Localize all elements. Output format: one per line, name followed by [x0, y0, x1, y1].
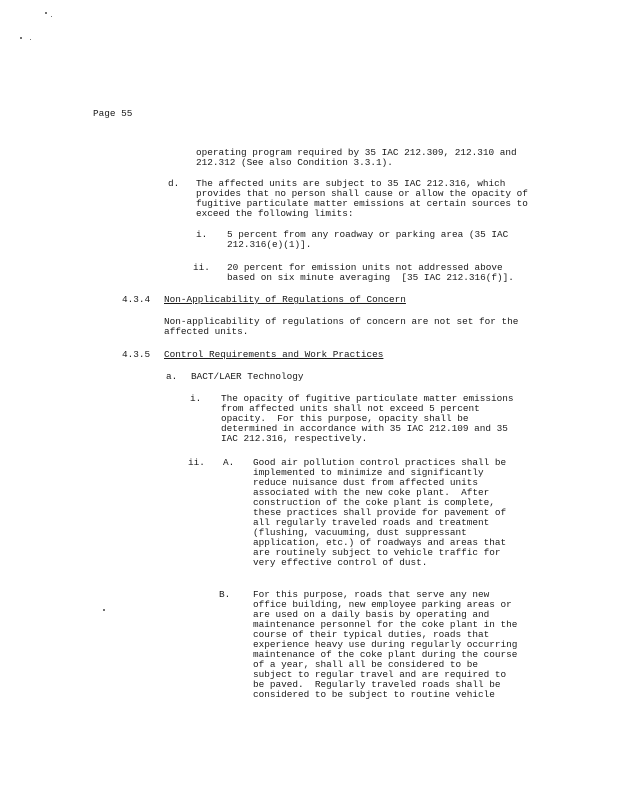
item-d-i-line-2: 212.316(e)(1)].: [227, 239, 312, 250]
item-A-line-7: all regularly traveled roads and treatment: [253, 517, 490, 528]
section-4-3-5-heading: Control Requirements and Work Practices: [164, 349, 384, 360]
section-4-3-5-number: 4.3.5: [122, 349, 151, 360]
item-d-ii-line-2: based on six minute averaging [35 IAC 212.316(f)].: [227, 272, 514, 283]
item-d-i-line-1: 5 percent from any roadway or parking area (35 IAC: [227, 229, 509, 240]
item-B-marker: B.: [219, 589, 231, 600]
item-B-line-8: of a year, shall all be considered to be: [253, 659, 479, 670]
item-a-ii-marker: ii.: [188, 457, 205, 468]
item-B-line-11: considered to be subject to routine vehicle: [253, 689, 495, 700]
item-d-line-4: exceed the following limits:: [196, 208, 354, 219]
item-a-marker: a.: [166, 371, 178, 382]
scan-speck: [45, 12, 47, 14]
item-A-line-2: implemented to minimize and significantly: [253, 467, 484, 478]
section-4-3-4-heading: Non-Applicability of Regulations of Concern: [164, 294, 406, 305]
item-A-line-4: associated with the new coke plant. After: [253, 487, 490, 498]
item-a-i-line-5: IAC 212.316, respectively.: [221, 433, 368, 444]
item-A-line-11: very effective control of dust.: [253, 557, 428, 568]
scan-speck: [51, 16, 52, 17]
item-A-line-6: these practices shall provide for pavement of: [253, 507, 507, 518]
item-d-ii-line-1: 20 percent for emission units not addressed above: [227, 262, 503, 273]
section-4-3-4-line-2: affected units.: [164, 326, 249, 337]
item-B-line-9: subject to regular travel and are required to: [253, 669, 507, 680]
section-4-3-4-number: 4.3.4: [122, 294, 151, 305]
item-A-line-5: construction of the coke plant is complete,: [253, 497, 495, 508]
item-d-ii-marker: ii.: [193, 262, 210, 273]
item-a-i-line-3: opacity. For this purpose, opacity shall be: [221, 413, 469, 424]
item-d-i-marker: i.: [196, 229, 208, 240]
continued-line-1: operating program required by 35 IAC 212.309, 212.310 and: [196, 147, 517, 158]
item-a-i-line-2: from affected units shall not exceed 5 percent: [221, 403, 480, 414]
item-a-title: BACT/LAER Technology: [191, 371, 304, 382]
item-A-line-10: are routinely subject to vehicle traffic for: [253, 547, 501, 558]
continued-line-2: 212.312 (See also Condition 3.3.1).: [196, 157, 393, 168]
item-B-line-6: experience heavy use during regularly occurring: [253, 639, 518, 650]
item-B-line-2: office building, new employee parking areas or: [253, 599, 512, 610]
item-B-line-4: maintenance personnel for the coke plant in the: [253, 619, 518, 630]
scan-speck: [30, 39, 31, 40]
item-A-line-8: (flushing, vacuuming, dust suppressant: [253, 527, 467, 538]
item-A-line-3: reduce nuisance dust from affected units: [253, 477, 479, 488]
item-d-line-2: provides that no person shall cause or allow the opacity of: [196, 188, 528, 199]
item-d-line-1: The affected units are subject to 35 IAC 212.316, which: [196, 178, 506, 189]
item-d-line-3: fugitive particulate matter emissions at certain sources to: [196, 198, 528, 209]
item-a-i-line-4: determined in accordance with 35 IAC 212.109 and 35: [221, 423, 508, 434]
item-A-line-9: application, etc.) of roadways and areas that: [253, 537, 507, 548]
item-B-line-7: maintenance of the coke plant during the course: [253, 649, 518, 660]
item-A-line-1: Good air pollution control practices shall be: [253, 457, 507, 468]
item-a-i-line-1: The opacity of fugitive particulate matter emissions: [221, 393, 514, 404]
item-a-i-marker: i.: [190, 393, 202, 404]
section-4-3-4-line-1: Non-applicability of regulations of concern are not set for the: [164, 316, 519, 327]
page-number: Page 55: [93, 108, 133, 119]
item-B-line-1: For this purpose, roads that serve any new: [253, 589, 490, 600]
item-d-marker: d.: [168, 178, 180, 189]
item-B-line-5: course of their typical duties, roads that: [253, 629, 490, 640]
scan-speck: [20, 37, 22, 39]
scan-speck: [103, 609, 105, 611]
item-B-line-3: are used on a daily basis by operating and: [253, 609, 490, 620]
item-B-line-10: be paved. Regularly traveled roads shall be: [253, 679, 501, 690]
item-A-marker: A.: [223, 457, 235, 468]
